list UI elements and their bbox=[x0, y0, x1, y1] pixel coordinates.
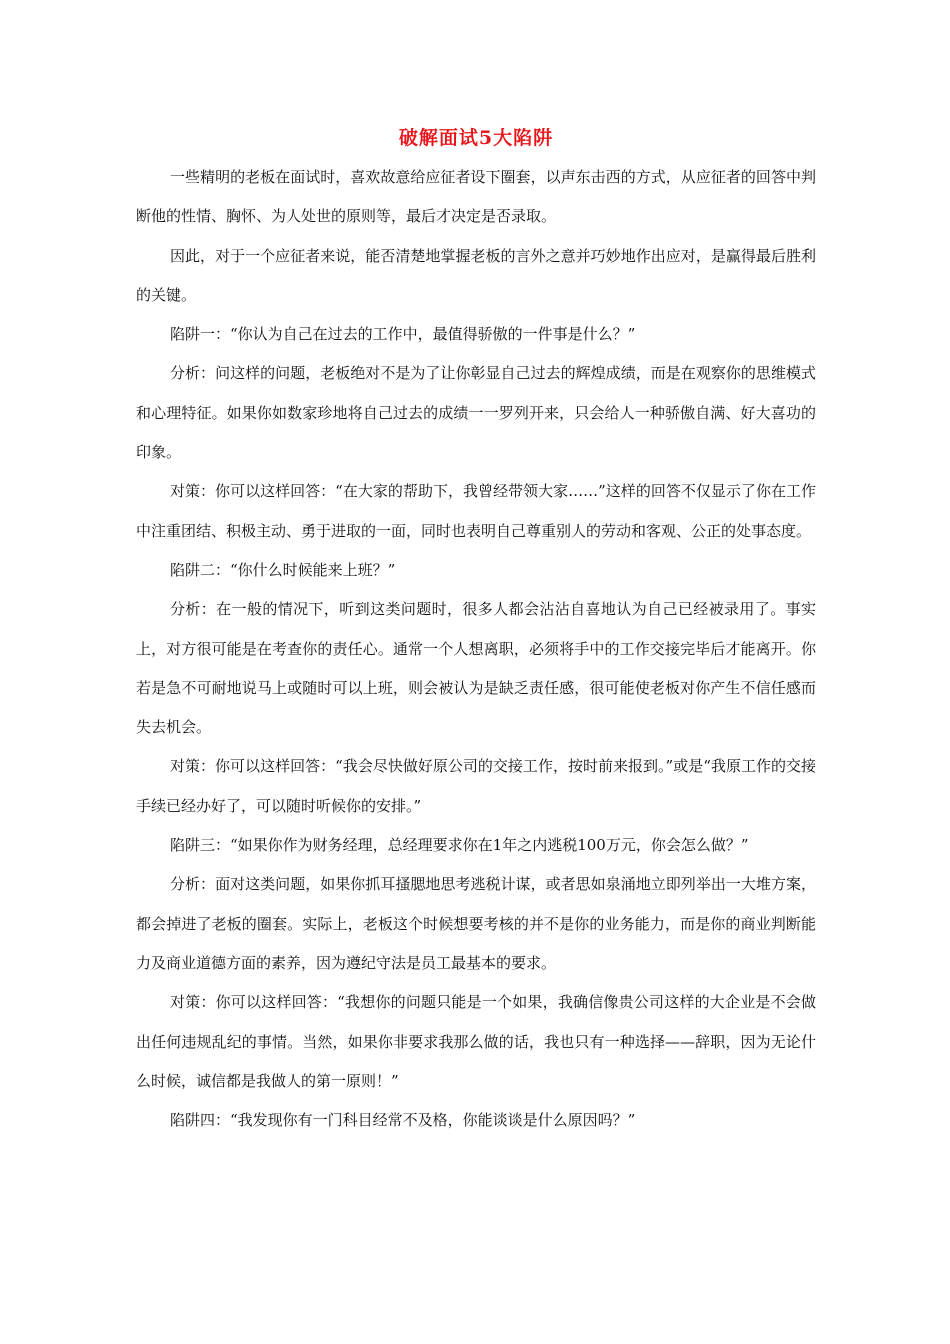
paragraph-trap-2-strategy: 对策：你可以这样回答：“我会尽快做好原公司的交接工作，按时前来报到。”或是“我原工作的交接手续已经办好了，可以随时听候你的安排。” bbox=[136, 757, 816, 815]
paragraph-trap-2-question: 陷阱二：“你什么时候能来上班？” bbox=[170, 560, 396, 579]
paragraph-trap-1-question: 陷阱一：“你认为自己在过去的工作中，最值得骄傲的一件事是什么？” bbox=[170, 325, 636, 344]
document-body bbox=[136, 118, 816, 1140]
paragraph-intro: 一些精明的老板在面试时，喜欢故意给应征者设下圈套，以声东击西的方式，从应征者的回答中判断他的性情、胸怀、为人处世的原则等，最后才决定是否录取。 bbox=[136, 168, 816, 226]
paragraph-conclusion-intro: 因此，对于一个应征者来说，能否清楚地掌握老板的言外之意并巧妙地作出应对，是赢得最后胜利的关键。 bbox=[136, 246, 816, 304]
document-title: 破解面试5大陷阱 bbox=[398, 127, 554, 149]
paragraph-trap-1-strategy: 对策：你可以这样回答：“在大家的帮助下，我曾经带领大家……”这样的回答不仅显示了你在工作中注重团结、积极主动、勇于进取的一面，同时也表明自己尊重别人的劳动和客观、公正的处事态度。 bbox=[136, 482, 816, 540]
paragraph-trap-3-analysis: 分析：面对这类问题，如果你抓耳搔腮地思考逃税计谋，或者思如泉涌地立即列举出一大堆方案，都会掉进了老板的圈套。实际上，老板这个时候想要考核的并不是你的业务能力，而是你的商业判断能力及商业道德方面的素养，因为遵纪守法是员工最基本的要求。 bbox=[136, 875, 816, 972]
paragraph-trap-2-analysis: 分析：在一般的情况下，听到这类问题时，很多人都会沾沾自喜地认为自己已经被录用了。事实上，对方很可能是在考查你的责任心。通常一个人想离职，必须将手中的工作交接完毕后才能离开。你若是急不可耐地说马上或随时可以上班，则会被认为是缺乏责任感，很可能使老板对你产生不信任感而失去机会。 bbox=[136, 600, 816, 737]
paragraph-trap-4-question: 陷阱四：“我发现你有一门科目经常不及格，你能谈谈是什么原因吗？” bbox=[170, 1111, 636, 1130]
paragraph-trap-3-strategy: 对策：你可以这样回答：“我想你的问题只能是一个如果，我确信像贵公司这样的大企业是不会做出任何违规乱纪的事情。当然，如果你非要求我那么做的话，我也只有一种选择——辞职，因为无论什么时候，诚信都是我做人的第一原则！” bbox=[136, 993, 816, 1090]
paragraph-trap-1-analysis: 分析：问这样的问题，老板绝对不是为了让你彰显自己过去的辉煌成绩，而是在观察你的思维模式和心理特征。如果你如数家珍地将自己过去的成绩一一罗列开来，只会给人一种骄傲自满、好大喜功的印象。 bbox=[136, 364, 816, 462]
paragraph-trap-3-question: 陷阱三：“如果你作为财务经理，总经理要求你在1年之内逃税100万元，你会怎么做？” bbox=[170, 836, 749, 855]
